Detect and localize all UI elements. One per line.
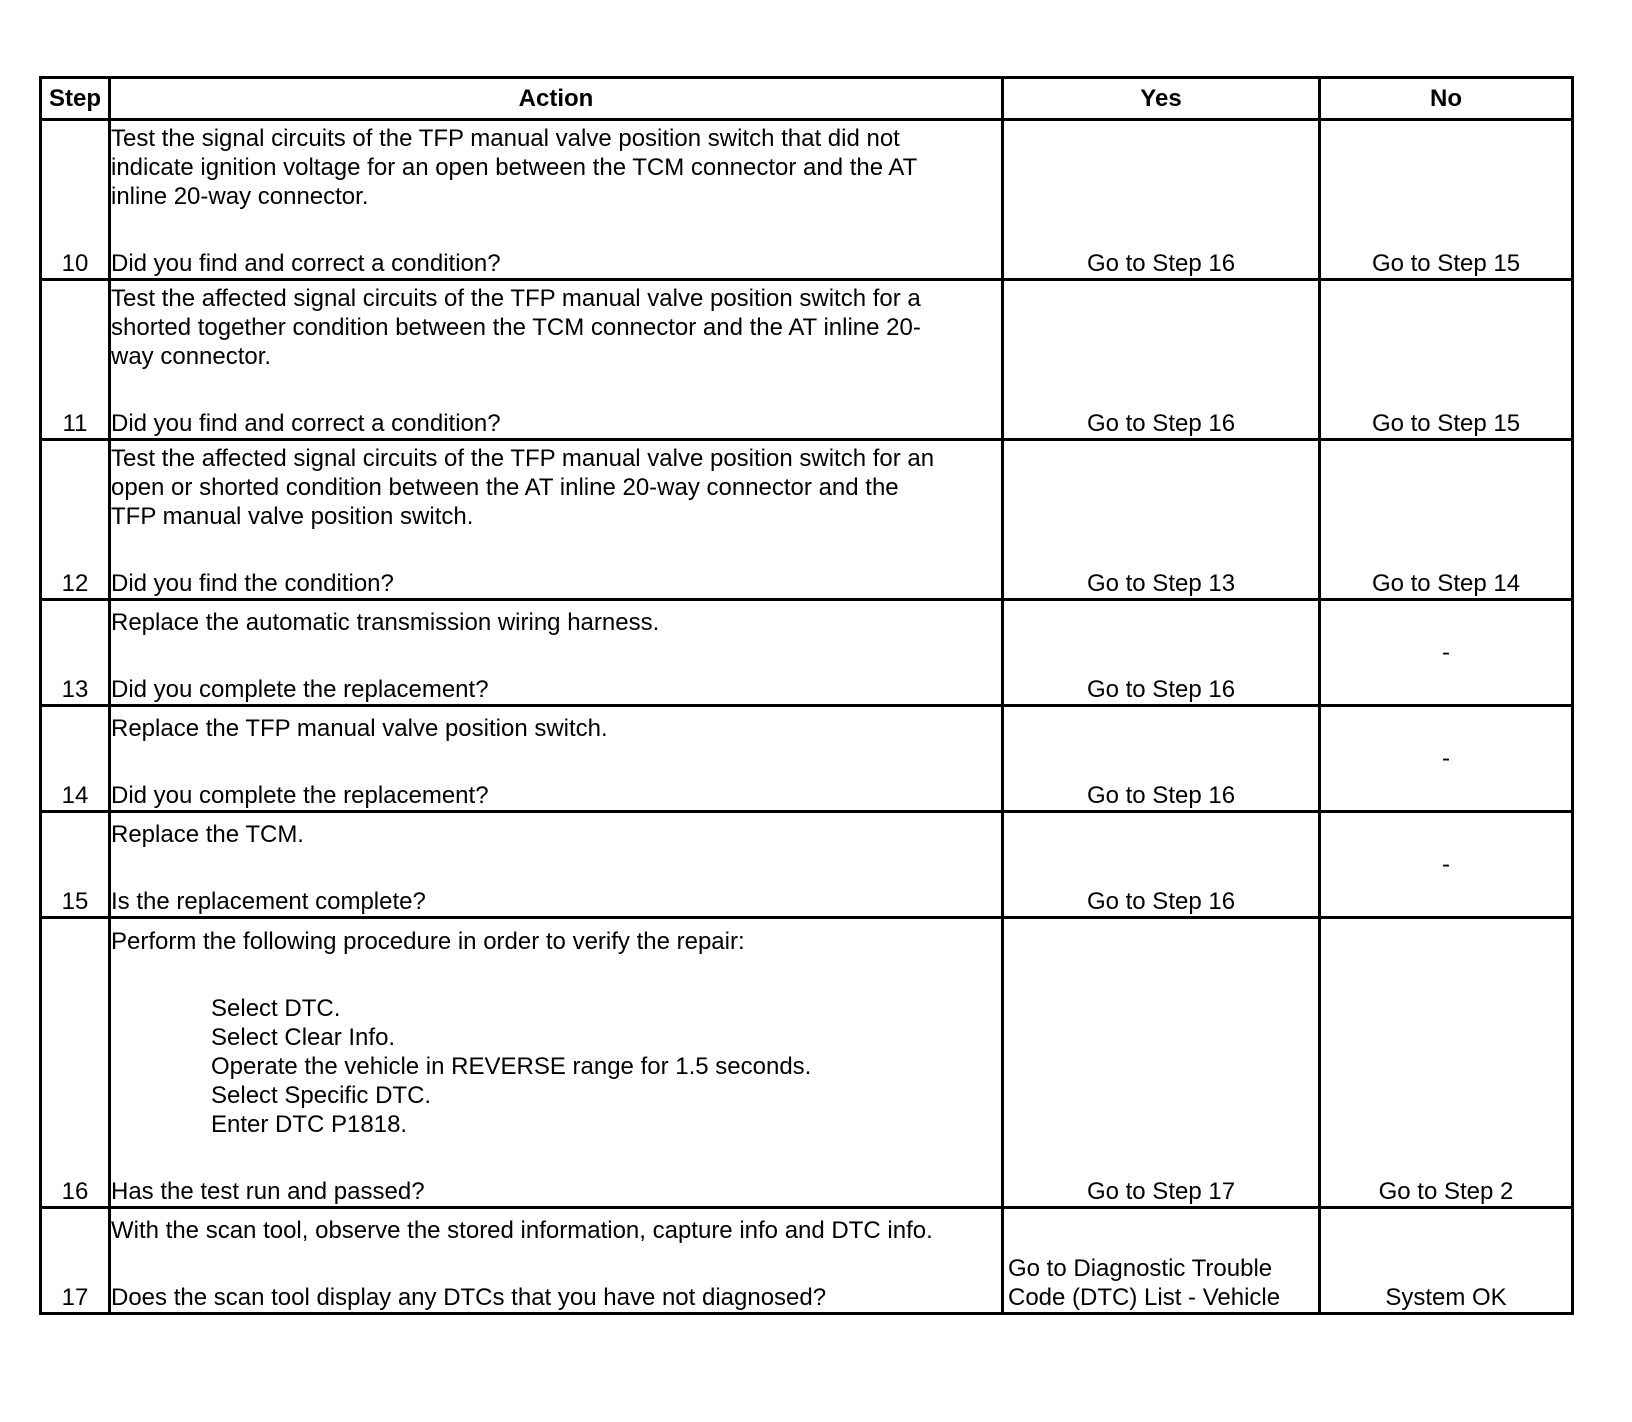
yes-cell: Go to Step 13 [1003, 440, 1320, 600]
yes-cell: Go to Step 16 [1003, 706, 1320, 812]
action-question: Has the test run and passed? [111, 1178, 425, 1205]
table-row [41, 918, 1573, 1208]
action-text: Replace the TFP manual valve position switch. [111, 715, 608, 742]
table-row [41, 812, 1573, 918]
no-cell: - [1320, 812, 1573, 918]
action-question: Did you find and correct a condition? [111, 410, 501, 437]
step-number: 12 [41, 440, 110, 600]
action-text: Test the affected signal circuits of the TFP manual valve position switch for a shorted together condition between the TCM connector and the AT inline 20- way connector. [111, 285, 921, 370]
no-cell: - [1320, 706, 1573, 812]
step-number: 17 [41, 1208, 110, 1314]
action-question: Did you find the condition? [111, 570, 394, 597]
procedure-item: Select Specific DTC. [211, 1082, 432, 1109]
yes-cell: Go to Step 16 [1003, 812, 1320, 918]
header-yes: Yes [1003, 78, 1320, 120]
yes-cell: Go to Step 16 [1003, 280, 1320, 440]
no-cell: Go to Step 2 [1320, 918, 1573, 1208]
header-step: Step [41, 78, 110, 120]
action-cell [110, 706, 1003, 812]
no-cell: Go to Step 15 [1320, 280, 1573, 440]
table-row [41, 440, 1573, 600]
procedure-item: Operate the vehicle in REVERSE range for 1.5 seconds. [211, 1053, 812, 1080]
header-action: Action [110, 78, 1003, 120]
action-cell [110, 280, 1003, 440]
action-cell [110, 120, 1003, 280]
action-cell [110, 440, 1003, 600]
procedure-item: Select DTC. [211, 995, 341, 1022]
yes-cell: Go to Step 16 [1003, 120, 1320, 280]
step-number: 13 [41, 600, 110, 706]
table-row [41, 600, 1573, 706]
header-row [41, 78, 1573, 120]
action-question: Did you complete the replacement? [111, 676, 489, 703]
procedure-list [111, 994, 1001, 1139]
no-cell: - [1320, 600, 1573, 706]
table-row [41, 1208, 1573, 1314]
no-cell: Go to Step 15 [1320, 120, 1573, 280]
step-number: 15 [41, 812, 110, 918]
no-cell: Go to Step 14 [1320, 440, 1573, 600]
step-number: 14 [41, 706, 110, 812]
procedure-item: Enter DTC P1818. [211, 1111, 408, 1138]
action-text: Test the signal circuits of the TFP manual valve position switch that did not indicate ignition voltage for an open between the TCM connector and the AT inline 20-way connector. [111, 125, 918, 210]
action-cell [110, 918, 1003, 1208]
yes-cell: Go to Step 16 [1003, 600, 1320, 706]
table-row [41, 120, 1573, 280]
step-number: 10 [41, 120, 110, 280]
no-cell: System OK [1320, 1208, 1573, 1314]
action-text: Replace the TCM. [111, 821, 304, 848]
yes-cell: Go to Step 17 [1003, 918, 1320, 1208]
step-number: 11 [41, 280, 110, 440]
action-cell [110, 812, 1003, 918]
action-question: Did you complete the replacement? [111, 782, 489, 809]
yes-link-text: Go to Diagnostic Trouble Code (DTC) List - Vehicle [1008, 1255, 1281, 1311]
action-cell [110, 1208, 1003, 1314]
action-question: Did you find and correct a condition? [111, 250, 501, 277]
step-number: 16 [41, 918, 110, 1208]
action-text: With the scan tool, observe the stored information, capture info and DTC info. [111, 1217, 933, 1244]
action-question: Is the replacement complete? [111, 888, 426, 915]
yes-cell [1003, 1208, 1320, 1314]
header-no: No [1320, 78, 1573, 120]
procedure-item: Select Clear Info. [211, 1024, 396, 1051]
action-question: Does the scan tool display any DTCs that you have not diagnosed? [111, 1284, 827, 1311]
action-text: Replace the automatic transmission wiring harness. [111, 609, 660, 636]
diagnostic-table [39, 76, 1574, 1315]
action-text: Test the affected signal circuits of the TFP manual valve position switch for an open or shorted condition between the AT inline 20-way connector and the TFP manual valve position switch. [111, 445, 935, 530]
table-row [41, 706, 1573, 812]
action-text: Perform the following procedure in order to verify the repair: [111, 928, 745, 955]
action-cell [110, 600, 1003, 706]
table-row [41, 280, 1573, 440]
